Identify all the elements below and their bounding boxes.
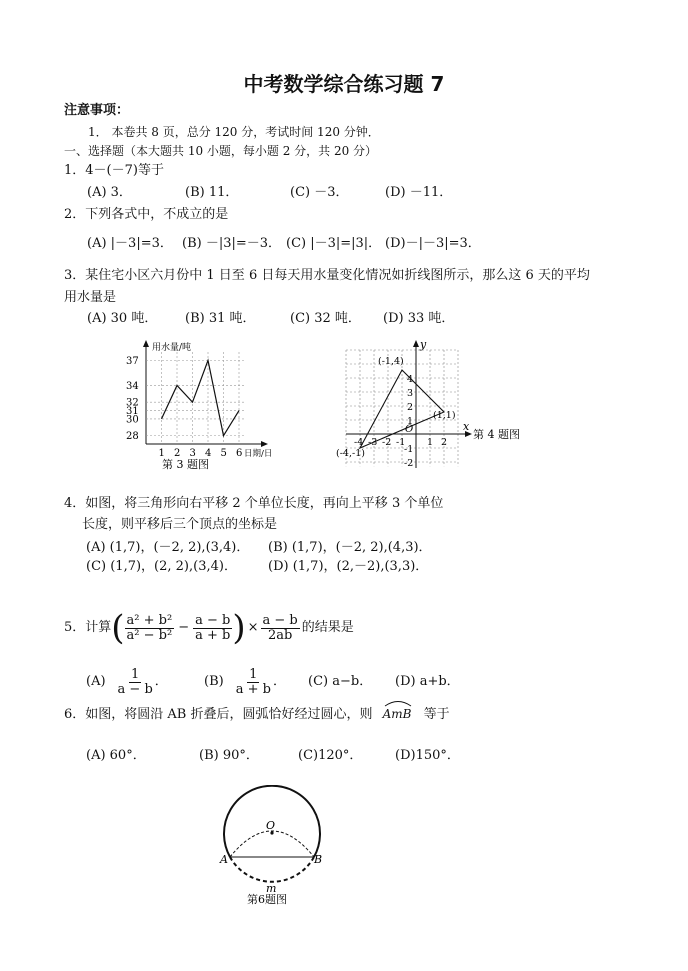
q2-option-a: (A) |－3|=3． — [87, 236, 173, 251]
q4-option-c: (C) (1,7)，(2, 2),(3,4)． — [86, 559, 237, 574]
fig3-ytick-label: 30 — [126, 414, 139, 426]
notice-heading: 注意事项： — [64, 103, 130, 118]
q5-frac1-num: a² + b² — [126, 612, 173, 628]
fig3-y-arrow-icon — [143, 340, 149, 347]
fig4-y-arrow-icon — [413, 340, 419, 347]
q5-minus: − — [178, 620, 190, 635]
q4-option-d: (D) (1,7)，(2,－2),(3,3)． — [268, 559, 429, 574]
fig4-ytick-label: 4 — [407, 374, 414, 385]
q3-option-d: (D) 33 吨． — [383, 311, 455, 326]
fig6-label-m: m — [266, 882, 277, 895]
fig4-xtick-label: -4 — [354, 437, 364, 448]
fig6-caption: 第6题图 — [247, 893, 287, 906]
q5-right-paren: ) — [232, 608, 246, 648]
q5-frac2-den: a + b — [195, 627, 231, 643]
q5-suffix: 的结果是 — [301, 620, 354, 635]
q5-frac1-den: a² − b² — [126, 627, 173, 643]
q5-opt-a-period: ． — [154, 674, 168, 689]
fig6-label-b: B — [314, 853, 323, 866]
q6-option-b: (B) 90°． — [199, 748, 259, 763]
q5-option-d: (D) a+b． — [395, 674, 460, 689]
figure-4-coordinate-grid — [332, 340, 532, 472]
q5-left-paren: ( — [111, 608, 125, 648]
fig4-x-label: x — [463, 420, 470, 433]
fig3-caption: 第 3 题图 — [162, 458, 209, 470]
fig3-y-ticks — [126, 356, 139, 442]
q5-opt-b-label: (B) — [204, 674, 224, 689]
q5-frac3-num: a − b — [262, 612, 298, 628]
q6-arc-label: AmB — [382, 707, 412, 721]
q6-arc-notation — [383, 706, 412, 722]
q5-option-c: (C) a−b． — [308, 674, 373, 689]
fig4-origin-label: O — [405, 424, 414, 435]
fig3-ylabel: 用水量/吨 — [152, 343, 192, 353]
fig6-folded-arc — [230, 831, 314, 857]
q5-opt-b-period: ． — [272, 674, 286, 689]
q1-option-d: (D) －11． — [385, 185, 453, 200]
q3-option-b: (B) 31 吨． — [185, 311, 256, 326]
fig4-ytick-label: -1 — [404, 444, 414, 455]
fig3-xtick-label: 4 — [205, 448, 212, 459]
fig4-point-label-top: (-1,4) — [378, 356, 404, 367]
fig3-xtick-label: 6 — [236, 448, 243, 459]
q5-option-b — [204, 664, 286, 700]
q2-option-b: (B) －|3|=－3． — [182, 236, 282, 251]
q5-fraction-2 — [193, 614, 232, 643]
q3-stem-line2: 用水量是 — [64, 290, 117, 305]
fig4-xtick-label: -3 — [368, 437, 378, 448]
q3-stem-line1: 3．某住宅小区六月份中 1 日至 6 日每天用水量变化情况如折线图所示，那么这 6 天的平均 — [64, 268, 590, 283]
section-heading: 一、选择题（本大题共 10 小题，每小题 2 分，共 20 分） — [64, 144, 378, 158]
q6-stem-text: 6．如图，将圆沿 AB 折叠后，圆弧恰好经过圆心，则 — [64, 707, 373, 722]
q3-option-a: (A) 30 吨． — [87, 311, 158, 326]
q6-option-a: (A) 60°． — [86, 748, 146, 763]
fig3-x-arrow-icon — [261, 441, 268, 447]
fig4-xtick-label: -1 — [396, 437, 406, 448]
fig4-xtick-label: -2 — [382, 437, 392, 448]
fig3-xtick-label: 5 — [220, 448, 227, 459]
q4-stem-line2: 长度，则平移后三个顶点的坐标是 — [82, 517, 278, 532]
q2-stem: 2．下列各式中，不成立的是 — [64, 207, 229, 222]
fig4-x-ticks — [354, 437, 447, 448]
fig3-ytick-label: 32 — [126, 397, 139, 409]
fig3-ytick-label: 37 — [126, 355, 139, 367]
fig6-label-a: A — [220, 853, 228, 866]
q5-opt-b-den: a + b — [235, 681, 271, 697]
fig3-ytick-label: 28 — [126, 431, 139, 443]
figure-6-circle — [215, 785, 335, 911]
q4-option-a: (A) (1,7)，(－2, 2),(3,4)． — [86, 540, 250, 555]
q5-opt-a-den: a − b — [117, 681, 153, 697]
fig4-caption: 第 4 题图 — [473, 428, 520, 441]
fig6-label-o: O — [266, 819, 276, 832]
q6-stem — [64, 706, 450, 723]
q5-expression — [64, 603, 354, 653]
fig4-xtick-label: 1 — [427, 437, 434, 448]
fig4-ytick-label: -2 — [404, 458, 414, 469]
fig3-ytick-label: 31 — [126, 406, 139, 418]
fig3-xlabel: 日期/日 — [244, 449, 273, 459]
q6-option-d: (D)150°． — [395, 748, 460, 763]
q5-times: × — [247, 620, 259, 635]
q5-opt-a-fraction — [116, 668, 155, 697]
fig4-ytick-label: 2 — [407, 402, 414, 413]
fig3-gridlines — [146, 352, 246, 444]
q5-opt-b-num: 1 — [249, 666, 258, 682]
fig4-ytick-label: 3 — [407, 388, 414, 399]
fig4-xtick-label: 2 — [441, 437, 448, 448]
figure-3-line-graph — [118, 338, 278, 470]
q3-option-c: (C) 32 吨． — [290, 311, 361, 326]
q5-frac2-num: a − b — [195, 612, 231, 628]
q5-opt-b-fraction — [234, 668, 273, 697]
q4-option-b: (B) (1,7)，(－2, 2),(4,3)． — [268, 540, 432, 555]
fig4-ytick-label: 1 — [407, 416, 414, 427]
fig4-y-label: y — [420, 340, 427, 351]
fig3-xtick-label: 1 — [158, 448, 165, 459]
q1-option-c: (C) －3． — [290, 185, 349, 200]
fig3-xtick-label: 2 — [174, 448, 181, 459]
q2-option-c: (C) |－3|=|3|． — [286, 236, 382, 251]
fig4-point-label-left: (-4,-1) — [336, 448, 365, 459]
q6-option-c: (C)120°． — [298, 748, 363, 763]
fig4-y-ticks — [404, 374, 413, 469]
q1-option-b: (B) 11． — [185, 185, 239, 200]
q1-stem: 1．4－(－7)等于 — [64, 163, 164, 178]
q1-option-a: (A) 3． — [87, 185, 132, 200]
notice-item-1: 1． 本卷共 8 页，总分 120 分，考试时间 120 分钟． — [88, 125, 380, 139]
q5-fraction-3 — [261, 614, 300, 643]
fig3-xtick-label: 3 — [189, 448, 196, 459]
q4-stem-line1: 4．如图，将三角形向右平移 2 个单位长度，再向上平移 3 个单位 — [64, 496, 444, 511]
fig4-point-label-right: (1,1) — [433, 410, 456, 421]
q5-opt-a-num: 1 — [131, 666, 140, 682]
q5-opt-a-label: (A) — [86, 674, 106, 689]
q5-fraction-1 — [125, 614, 175, 643]
q5-frac3-den: 2ab — [267, 627, 293, 643]
fig3-ytick-label: 34 — [126, 380, 139, 392]
q5-option-a — [86, 664, 168, 700]
q6-stem-end: 等于 — [423, 707, 450, 722]
q2-option-d: (D)－|－3|=3． — [385, 236, 481, 251]
arc-icon — [383, 699, 413, 707]
fig6-arc-amb-dashed — [230, 857, 314, 882]
fig3-data-line — [162, 360, 240, 435]
q5-prefix: 5．计算 — [64, 620, 112, 635]
page-title: 中考数学综合练习题 7 — [243, 72, 445, 96]
